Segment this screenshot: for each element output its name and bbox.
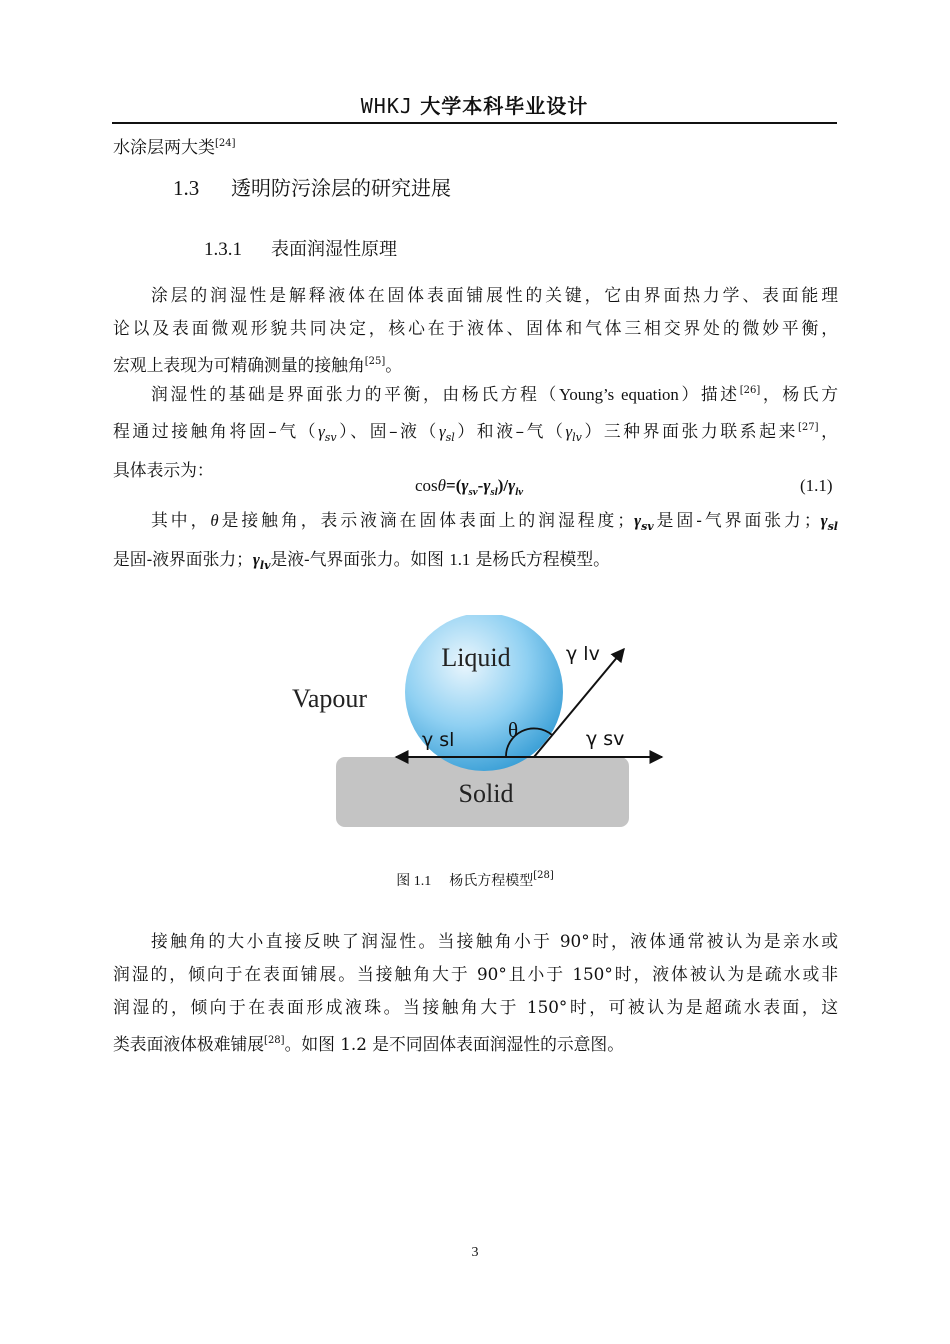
citation-28: [28] bbox=[533, 870, 554, 881]
text-span: ）和液–气（ bbox=[454, 421, 566, 441]
subscript-sv: sv bbox=[324, 431, 337, 444]
paragraph-line bbox=[113, 374, 838, 411]
citation-25: [25] bbox=[364, 356, 386, 367]
header-university-title: 大学本科毕业设计 bbox=[420, 94, 589, 118]
citation-24: [24] bbox=[215, 138, 236, 149]
citation-26: [26] bbox=[739, 385, 761, 396]
paragraph-text: 宏观上表现为可精确测量的接触角 bbox=[113, 355, 365, 375]
subscript-sv: sv bbox=[641, 520, 654, 533]
text-span: 是固-气界面张力； bbox=[653, 510, 821, 530]
subscript-sl: sl bbox=[827, 520, 838, 533]
citation-27: [27] bbox=[798, 422, 819, 433]
intro-line bbox=[113, 133, 236, 158]
text-span: ）三种界面张力联系起来 bbox=[581, 421, 799, 441]
header-code: WHKJ bbox=[360, 94, 413, 118]
text-span: 是固-液界面张力； bbox=[113, 549, 253, 569]
equation-young bbox=[415, 476, 523, 498]
eq-gamma: γ bbox=[508, 476, 516, 495]
paragraph-contact-angle bbox=[113, 925, 838, 1061]
text-span: 类表面液体极难铺展 bbox=[113, 1034, 265, 1054]
text-span: ）、固–液（ bbox=[336, 421, 439, 441]
gamma-symbol: γ bbox=[634, 511, 642, 530]
paragraph-line bbox=[113, 411, 838, 454]
paragraph-line: 涂层的润湿性是解释液体在固体表面铺展性的关键，它由界面热力学、表面能理 bbox=[151, 285, 838, 305]
gamma-symbol: γ bbox=[565, 422, 573, 441]
citation-28: [28] bbox=[264, 1035, 285, 1046]
paragraph-line-last bbox=[113, 543, 838, 582]
page-header bbox=[112, 92, 837, 124]
paragraph-line-last: 具体表示为： bbox=[113, 460, 214, 480]
text-span: 是杨氏方程模型。 bbox=[475, 549, 610, 569]
text-span: 其中， bbox=[151, 510, 211, 530]
gamma-sv-label: γ sv bbox=[586, 728, 625, 750]
subsection-title: 表面润湿性原理 bbox=[271, 239, 397, 260]
figure-svg bbox=[280, 615, 680, 835]
text-span: ）描述 bbox=[678, 384, 740, 404]
liquid-label: Liquid bbox=[441, 643, 511, 672]
caption-number: 图 1.1 bbox=[396, 874, 432, 889]
eq-gamma: γ bbox=[483, 476, 491, 495]
theta-symbol: θ bbox=[210, 511, 219, 530]
intro-text: 水涂层两大类 bbox=[113, 138, 215, 158]
paragraph-wetting-intro bbox=[113, 279, 838, 382]
paragraph-line: 润湿的，倾向于在表面形成液珠。当接触角大于 150°时，可被认为是超疏水表面，这 bbox=[113, 997, 838, 1017]
paragraph-line: 润湿的，倾向于在表面铺展。当接触角大于 90°且小于 150°时，液体被认为是疏水或非 bbox=[113, 964, 838, 984]
equation-number: (1.1) bbox=[800, 476, 833, 495]
eq-theta: θ bbox=[437, 476, 447, 495]
text-span: 。如图 1.2 是不同固体表面润湿性的示意图。 bbox=[284, 1034, 624, 1054]
text-span: 润湿性的基础是界面张力的平衡，由杨氏方程（ bbox=[151, 384, 559, 404]
section-number: 1.3 bbox=[173, 176, 200, 200]
paragraph-line bbox=[113, 504, 838, 543]
young-equation-term: Young’s equation bbox=[558, 385, 679, 404]
theta-label: θ bbox=[508, 718, 519, 742]
gamma-lv-label: γ lv bbox=[566, 643, 600, 665]
eq-gamma: γ bbox=[461, 476, 469, 495]
subsection-heading bbox=[204, 235, 397, 261]
text-span: ，杨氏方 bbox=[760, 384, 838, 404]
figure-ref-number: 1.1 bbox=[449, 550, 471, 569]
gamma-symbol: γ bbox=[438, 422, 446, 441]
gamma-symbol: γ bbox=[820, 511, 828, 530]
eq-sub-sv: sv bbox=[468, 486, 478, 498]
text-span: ， bbox=[818, 421, 838, 441]
figure-caption bbox=[0, 870, 950, 890]
text-span: 是接触角，表示液滴在固体表面上的润湿程度； bbox=[218, 510, 635, 530]
subscript-lv: lv bbox=[259, 559, 271, 572]
eq-open: =( bbox=[446, 476, 462, 495]
eq-minus: - bbox=[477, 476, 484, 495]
subsection-number: 1.3.1 bbox=[204, 239, 242, 260]
header-title bbox=[361, 92, 589, 120]
gamma-sl-label: γ sl bbox=[422, 729, 455, 751]
gamma-symbol: γ bbox=[252, 550, 260, 569]
section-heading bbox=[173, 172, 451, 201]
paragraph-line: 论以及表面微观形貌共同决定，核心在于液体、固体和气体三相交界处的微妙平衡， bbox=[113, 318, 838, 338]
vapour-label: Vapour bbox=[292, 684, 368, 713]
section-title: 透明防污涂层的研究进展 bbox=[231, 176, 451, 200]
eq-sub-lv: lv bbox=[515, 486, 524, 498]
eq-cos: cos bbox=[415, 476, 438, 495]
text-span: 是液-气界面张力。如图 bbox=[270, 549, 444, 569]
page-number: 3 bbox=[471, 1245, 479, 1260]
paragraph-line: 接触角的大小直接反映了润湿性。当接触角小于 90°时，液体通常被认为是亲水或 bbox=[151, 931, 838, 951]
paragraph-end: 。 bbox=[385, 355, 403, 375]
eq-sub-sl: sl bbox=[490, 486, 498, 498]
solid-label: Solid bbox=[458, 779, 514, 808]
young-equation-figure bbox=[280, 615, 680, 835]
paragraph-young-equation bbox=[113, 374, 838, 487]
paragraph-symbol-definitions bbox=[113, 504, 838, 582]
paragraph-line-last bbox=[113, 1024, 838, 1061]
gamma-symbol: γ bbox=[318, 422, 325, 441]
subscript-sl: sl bbox=[445, 431, 455, 444]
subscript-lv: lv bbox=[572, 431, 582, 444]
eq-close: )/ bbox=[497, 476, 509, 495]
caption-text: 杨氏方程模型 bbox=[449, 873, 534, 889]
text-span: 程通过接触角将固–气（ bbox=[113, 421, 319, 441]
